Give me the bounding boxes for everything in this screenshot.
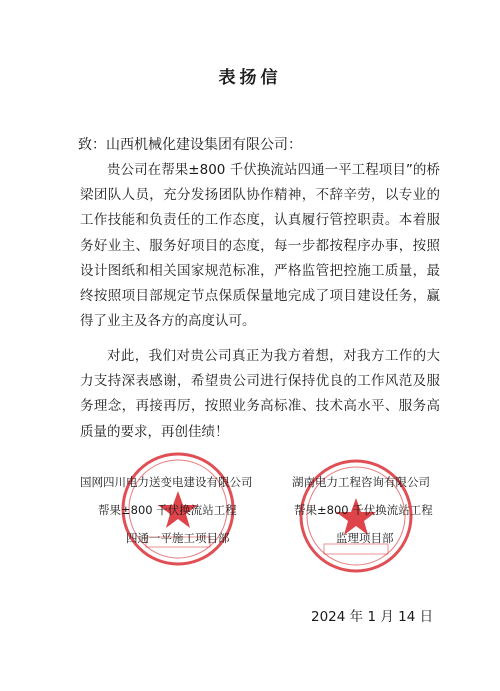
left-org-department: 四通一平施工项目部 xyxy=(126,531,230,545)
right-org-name: 湖南电力工程咨询有限公司 xyxy=(292,475,430,489)
letter-date: 2024 年 1 月 14 日 xyxy=(311,609,434,625)
right-org-department: 监理项目部 xyxy=(336,531,394,545)
salutation: 致：山西机械化建设集团有限公司： xyxy=(78,137,302,153)
right-org-project: 帮果±800 千伏换流站工程 xyxy=(294,503,433,517)
body-paragraph-1: 贵公司在帮果±800 千伏换流站四通一平工程项目”的桥梁团队人员，充分发扬团队协作精神，不辞辛劳，以专业的工作技能和负责任的工作态度，认真履行管控职责。本着服务好业主、服务好项目的态度，每一步都按程序办事，按照设计图纸和相关国家规范标准，严格监管把控施工质量，最终按照项目部规定节点保质保量地完成了项目建设任务，赢得了业主及各方的高度认可。 xyxy=(80,162,440,330)
left-org-name: 国网四川电力送变电建设有限公司 xyxy=(80,475,253,489)
left-org-project: 帮果±800 千伏换流站工程 xyxy=(98,503,237,517)
letter-title: 表扬信 xyxy=(218,68,282,88)
body-paragraph-2: 对此，我们对贵公司真正为我方着想，对我方工作的大力支持深表感谢，希望贵公司进行保持优良的工作风范及服务理念，再接再厉，按照业务高标准、技术高水平、服务高质量的要求，再创佳绩！ xyxy=(80,348,440,440)
